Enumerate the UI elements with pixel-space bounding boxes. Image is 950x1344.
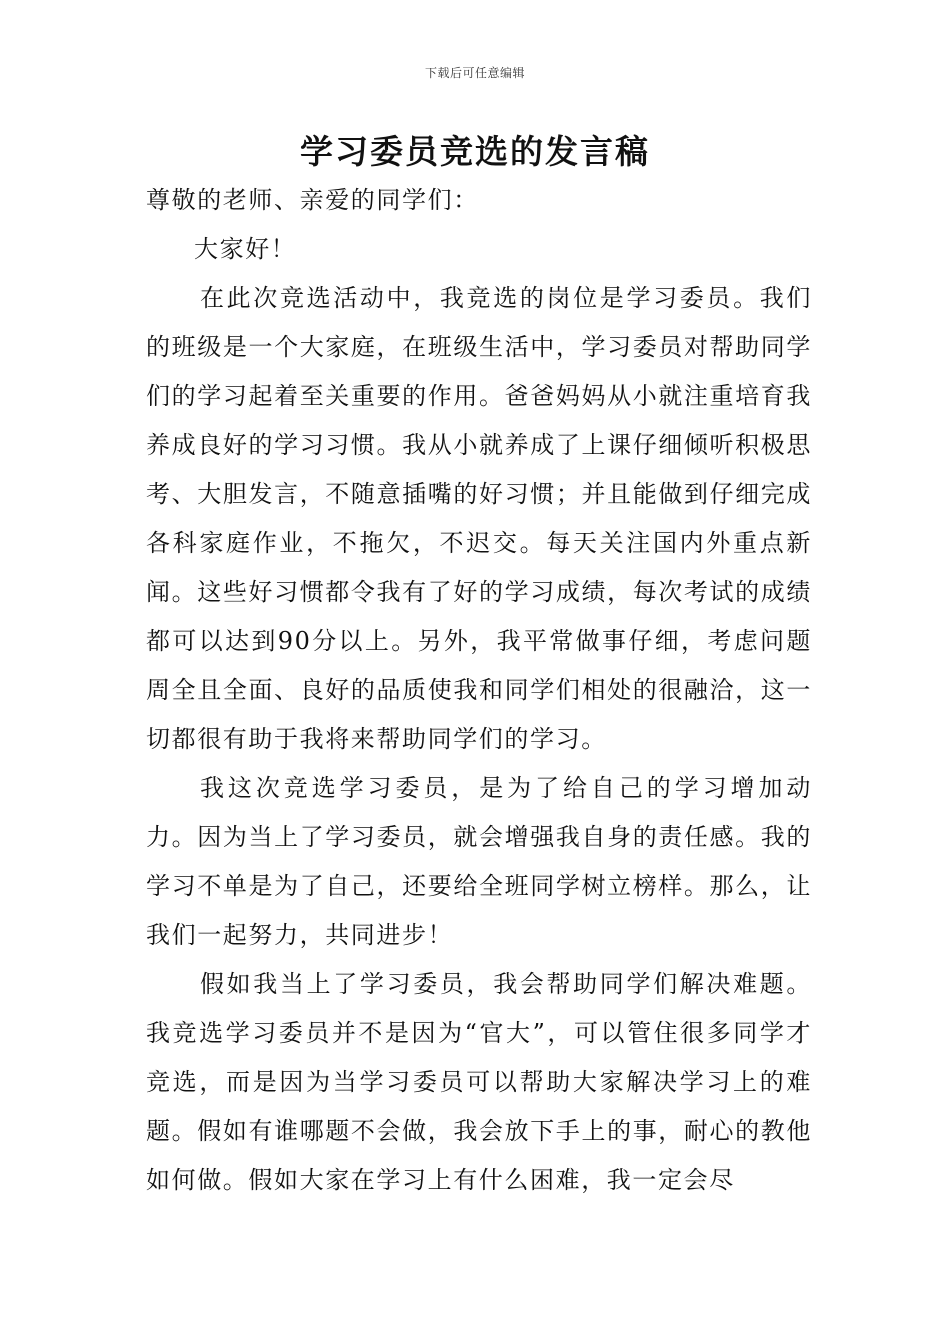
document-title: 学习委员竞选的发言稿 <box>300 132 650 171</box>
document-body <box>146 176 812 1205</box>
paragraph-2: 我这次竞选学习委员，是为了给自己的学习增加动力。因为当上了学习委员，就会增强我自身的责任感。我的学习不单是为了自己，还要给全班同学树立榜样。那么，让我们一起努力，共同进步！ <box>146 774 812 949</box>
paragraph-3: 假如我当上了学习委员，我会帮助同学们解决难题。我竞选学习委员并不是因为“官大”，可以管住很多同学才竞选，而是因为当学习委员可以帮助大家解决学习上的难题。假如有谁哪题不会做，我会放下手上的事，耐心的教他如何做。假如大家在学习上有什么困难，我一定会尽 <box>146 970 812 1194</box>
salutation: 尊敬的老师、亲爱的同学们： <box>146 186 479 214</box>
paragraph-1: 在此次竞选活动中，我竞选的岗位是学习委员。我们的班级是一个大家庭，在班级生活中，学习委员对帮助同学们的学习起着至关重要的作用。爸爸妈妈从小就注重培育我养成良好的学习习惯。我从小就养成了上课仔细倾听积极思考、大胆发言，不随意插嘴的好习惯；并且能做到仔细完成各科家庭作业，不拖欠，不迟交。每天关注国内外重点新闻。这些好习惯都令我有了好的学习成绩，每次考试的成绩都可以达到90分以上。另外，我平常做事仔细，考虑问题周全且全面、良好的品质使我和同学们相处的很融洽，这一切都很有助于我将来帮助同学们的学习。 <box>146 284 812 753</box>
header-note: 下载后可任意编辑 <box>424 66 525 80</box>
greeting: 大家好！ <box>194 235 297 263</box>
